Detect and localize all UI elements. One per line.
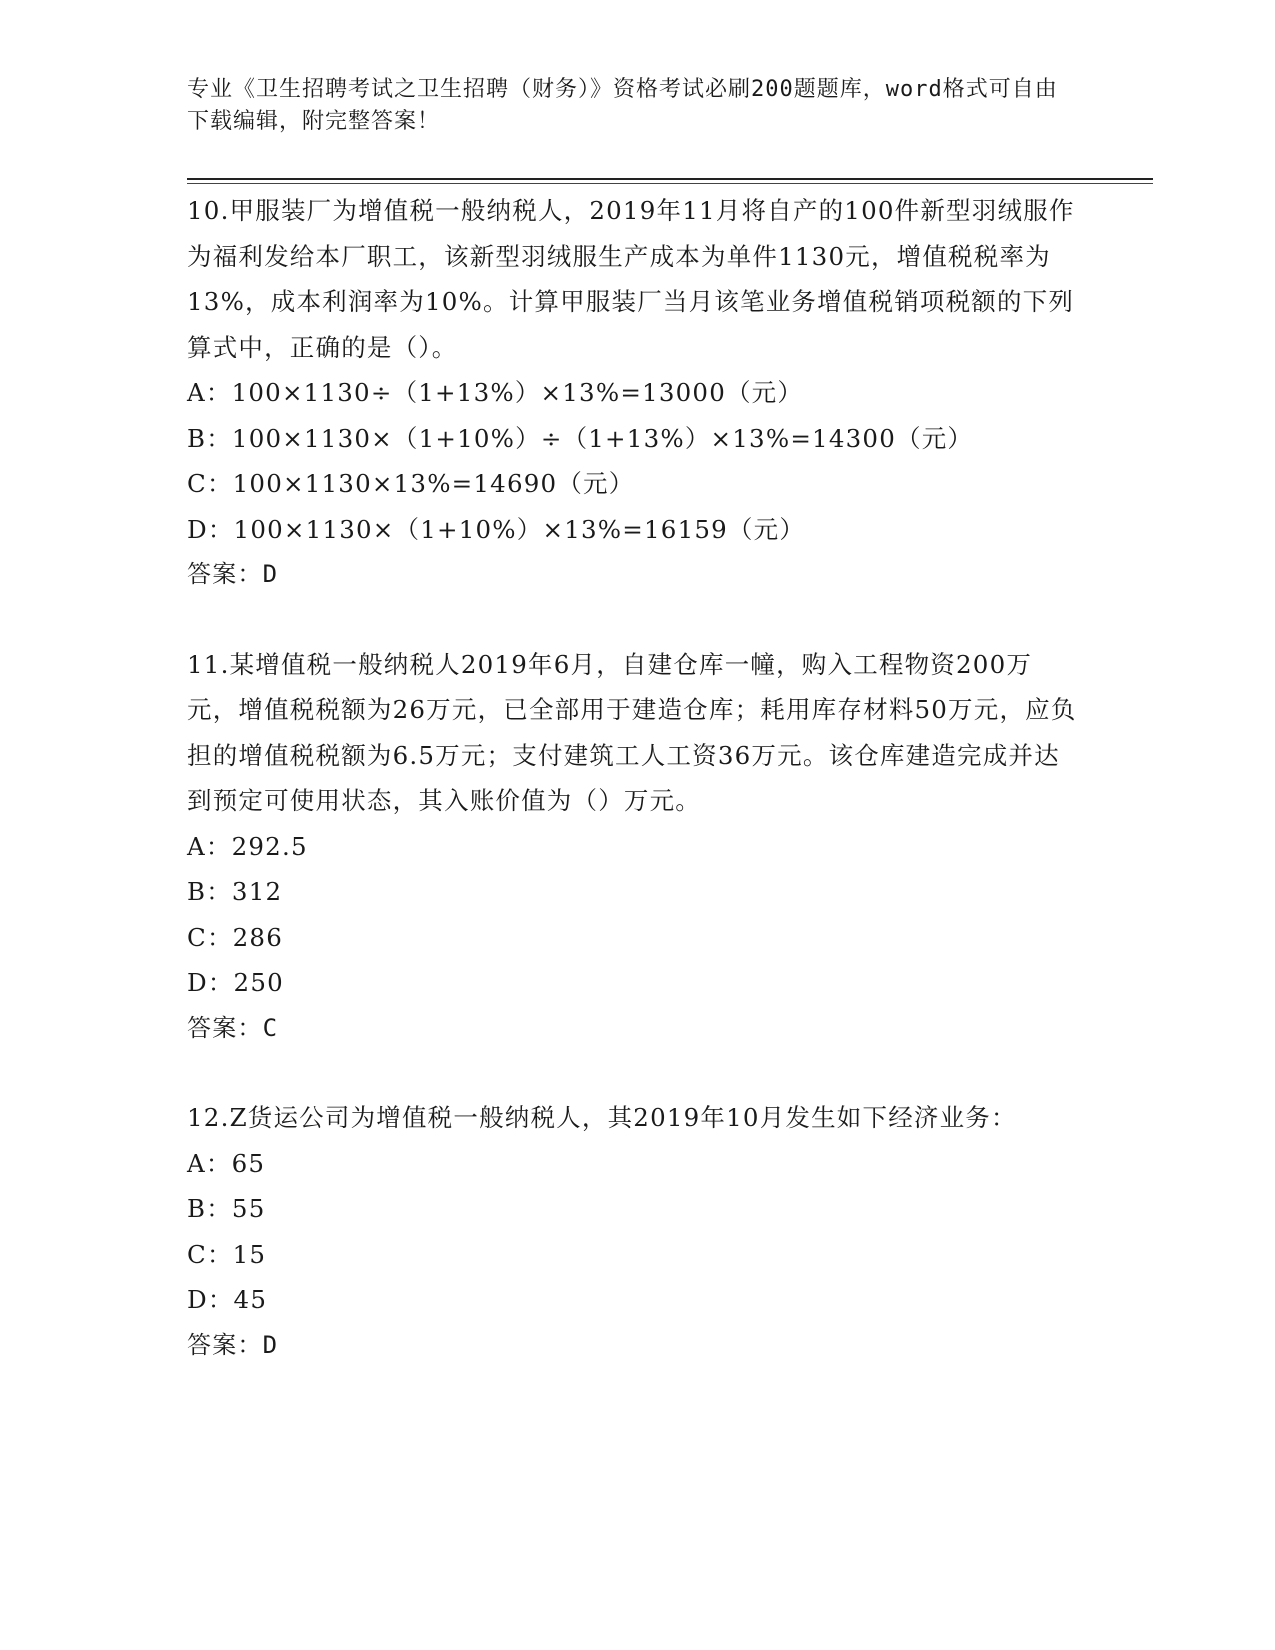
question-list	[187, 188, 1077, 1368]
option-b: B：312	[187, 877, 283, 906]
option-a: A：65	[187, 1148, 266, 1178]
option-c: C：100×1130×13%=14690（元）	[187, 469, 635, 498]
option-b: B：55	[187, 1194, 266, 1223]
header-divider	[187, 178, 1153, 180]
header-divider-thin	[187, 183, 1153, 184]
option-c: C：15	[187, 1239, 267, 1269]
option-a: A：100×1130÷（1+13%）×13%=13000（元）	[187, 378, 804, 407]
option-c: C：286	[187, 922, 284, 952]
question-stem: 10.甲服装厂为增值税一般纳税人，2019年11月将自产的100件新型羽绒服作为福利发给本厂职工，该新型羽绒服生产成本为单件1130元，增值税税率为13%，成本利润率为10%。计算甲服装厂当月该笔业务增值税销项税额的下列算式中，正确的是（）。	[187, 196, 1075, 362]
answer-line: 答案：D	[187, 1330, 279, 1359]
option-b: B：100×1130×（1+10%）÷（1+13%）×13%=14300（元）	[187, 423, 974, 453]
answer-line: 答案：D	[187, 560, 279, 588]
question-11	[187, 642, 1077, 1052]
option-a: A：292.5	[187, 831, 308, 861]
document-header: 专业《卫生招聘考试之卫生招聘（财务）》资格考试必刷200题题库，word格式可自由下载编辑，附完整答案！	[187, 77, 1058, 134]
question-12	[187, 1095, 1077, 1368]
option-d: D：250	[187, 968, 284, 997]
option-d: D：45	[187, 1285, 268, 1314]
question-10	[187, 188, 1077, 598]
question-stem: 11.某增值税一般纳税人2019年6月，自建仓库一幢，购入工程物资200万元，增值税税额为26万元，已全部用于建造仓库；耗用库存材料50万元，应负担的增值税税额为6.5万元；支付建筑工人工资36万元。该仓库建造完成并达到预定可使用状态，其入账价值为（）万元。	[187, 649, 1077, 815]
question-stem: 12.Z货运公司为增值税一般纳税人，其2019年10月发生如下经济业务：	[187, 1103, 1017, 1132]
option-d: D：100×1130×（1+10%）×13%=16159（元）	[187, 514, 806, 544]
answer-line: 答案：C	[187, 1013, 279, 1042]
